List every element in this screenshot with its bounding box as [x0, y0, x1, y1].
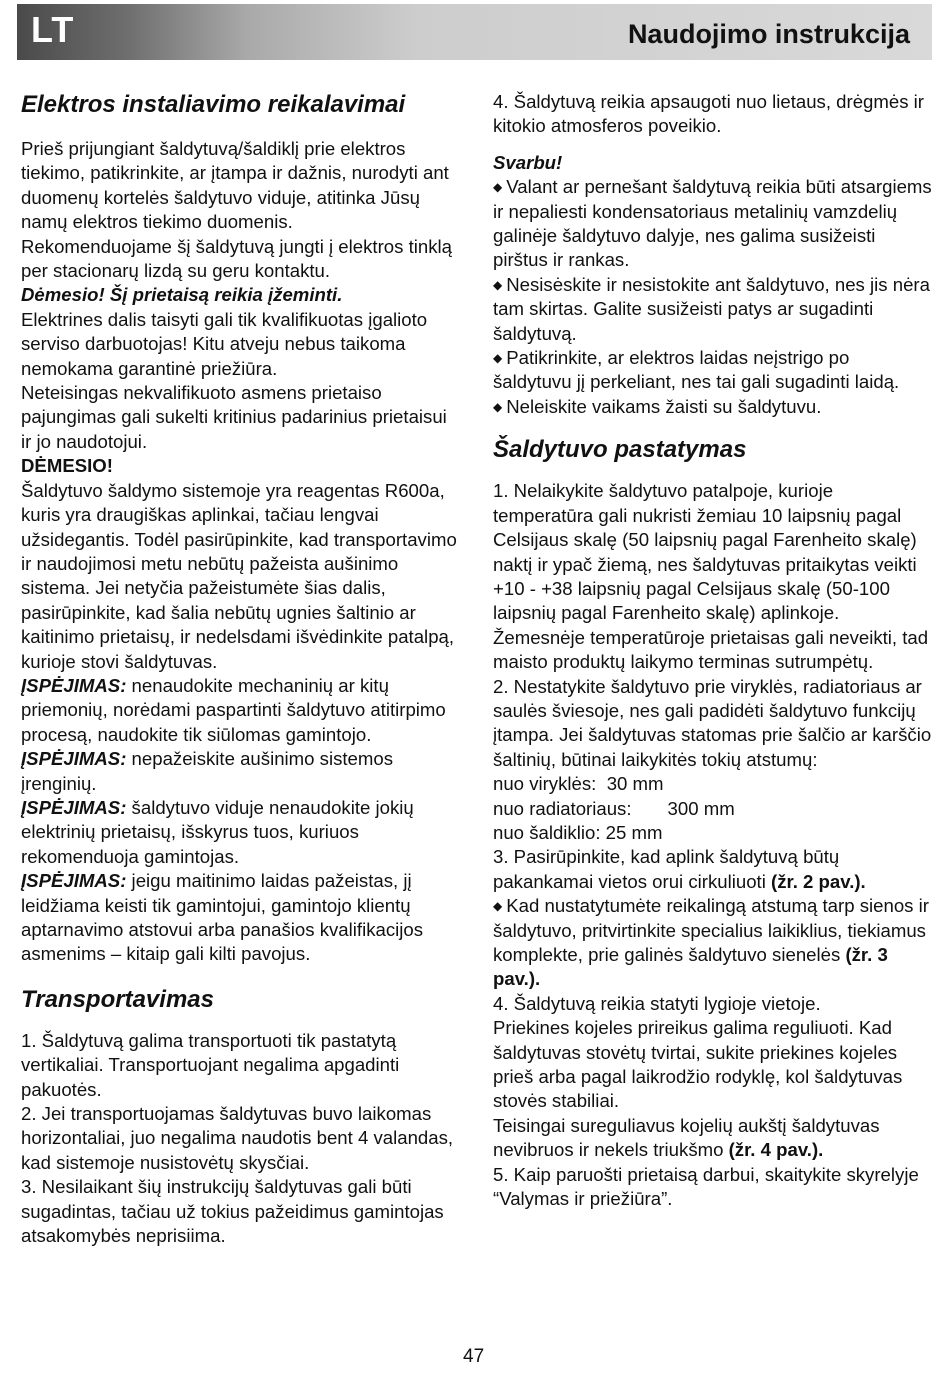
bullet-3	[493, 346, 933, 395]
distance-label: nuo šaldiklio:	[493, 821, 601, 843]
warning-2	[21, 747, 461, 796]
document-title: Naudojimo instrukcija	[627, 19, 910, 49]
diamond-bullet-icon: ◆	[493, 180, 503, 195]
electrical-para-4: Elektrines dalis taisyti gali tik kvalifikuotas įgalioto serviso darbuotojas! Kitu atveju nebus taikoma nemokama garantinė priežiūra.	[21, 308, 428, 379]
refrigerant-para: Šaldytuvo šaldymo sistemoje yra reagentas R600a, kuris yra draugiškas aplinkai, tačiau lengvai užsidegantis. Todėl pasirūpinkite, kad transportavimo ir naudojimosi metu nebūtų pažeista aušinimo sistema. Jei netyčia pažeistumėte šias dalis, pasirūpinkite, kad šalia nebūtų ugnies šaltinio ar kaitinimo prietaisų, ir nedelsdami išvėdinkite patalpą, kurioje stovi šaldytuvas.	[21, 479, 457, 672]
placement-4c	[493, 1114, 933, 1163]
distance-label: nuo viryklės:	[493, 773, 597, 795]
electrical-para-5: Neteisingas nekvalifikuoto asmens prietaiso pajungimas gali sukelti kritinius padarinius prietaisui ir jo naudotojui.	[21, 382, 447, 452]
warning-3	[21, 796, 461, 869]
placement-3	[493, 845, 933, 894]
diamond-bullet-icon: ◆	[493, 899, 503, 914]
important-label: Svarbu!	[493, 151, 563, 173]
page-number: 47	[463, 1346, 485, 1367]
warning-label: ĮSPĖJIMAS:	[21, 674, 127, 696]
diamond-bullet-icon: ◆	[493, 277, 503, 292]
heading-placement: Šaldytuvo pastatymas	[493, 436, 747, 464]
warning-1-text: nenaudokite mechaninių ar kitų priemonių, norėdami paspartinti šaldytuvo atitirpimo procesą, naudokite tik siūlomas gamintojo.	[21, 674, 446, 745]
warning-4-text: jeigu maitinimo laidas pažeistas, jį leidžiama keisti tik gamintojui, gamintojo klientų aptarnavimo atstovui arba panašios kvalifikacijos asmenims – kitaip gali kilti pavojus.	[21, 870, 424, 965]
attention-label: DĖMESIO!	[21, 455, 113, 477]
distance-label: nuo radiatoriaus:	[493, 797, 632, 819]
transport-3: 3. Nesilaikant šių instrukcijų šaldytuvas gali būti sugadintas, tačiau už tokius pažeidimus gamintojas atsakomybės neprisiima.	[21, 1176, 444, 1247]
bullet-1	[493, 175, 933, 273]
warning-label: ĮSPĖJIMAS:	[21, 870, 127, 892]
heading-transport: Transportavimas	[21, 985, 214, 1013]
electrical-para-1: Prieš prijungiant šaldytuvą/šaldiklį prie elektros tiekimo, patikrinkite, ar įtampa ir dažnis, nurodyti ant duomenų kortelės šaldytuvo viduje, atitinka Jūsų namų elektros tiekimo duomenis.	[21, 138, 449, 233]
protection-para: 4. Šaldytuvą reikia apsaugoti nuo lietaus, drėgmės ir kitokio atmosferos poveikio.	[493, 91, 924, 137]
grounding-warning: Dėmesio! Šį prietaisą reikia įžeminti.	[21, 284, 343, 306]
warning-3-text: šaldytuvo viduje nenaudokite jokių elektrinių prietaisų, išskyrus tuos, kuriuos rekomenduoja gamintojas.	[21, 796, 414, 867]
distance-value: 30 mm	[606, 773, 664, 795]
warning-label: ĮSPĖJIMAS:	[21, 748, 127, 770]
bullet-5-text: Kad nustatytumėte reikalingą atstumą tarp sienos ir šaldytuvo, pritvirtinkite specialius laikiklius, tiekiamus komplekte, prie galinės šaldytuvo sienelės	[493, 895, 929, 965]
warning-label: ĮSPĖJIMAS:	[21, 796, 127, 818]
placement-4c-text: Teisingai sureguliavus kojelių aukštį šaldytuvas nevibruos ir nekels triukšmo	[493, 1114, 880, 1161]
bullet-2-text: Nesisėskite ir nesistokite ant šaldytuvo, nes jis nėra tam skirtas. Galite susižeisti patys ar sugadinti šaldytuvą.	[493, 273, 930, 344]
figure-ref: (žr. 3 pav.).	[493, 944, 888, 990]
warning-4	[21, 869, 461, 967]
bullet-4	[493, 395, 933, 419]
bullet-3-text: Patikrinkite, ar elektros laidas neįstrigo po šaldytuvu jį perkeliant, nes tai gali sugadinti laidą.	[493, 347, 900, 393]
warning-1	[21, 674, 461, 747]
distance-freezer	[493, 821, 933, 845]
diamond-bullet-icon: ◆	[493, 351, 503, 366]
bullet-1-text: Valant ar pernešant šaldytuvą reikia būti atsargiems ir nepaliesti kondensatoriaus metalinių vamzdelių galinėje šaldytuvo dalyje, nes galima susižeisti pirštus ir rankas.	[493, 176, 932, 271]
heading-electrical: Elektros instaliavimo reikalavimai	[21, 91, 406, 118]
figure-ref: (žr. 2 pav.).	[771, 870, 866, 892]
distance-stove	[493, 772, 933, 796]
figure-ref: (žr. 4 pav.).	[728, 1139, 824, 1161]
warning-2-text: nepažeiskite aušinimo sistemos įrenginių.	[21, 748, 394, 794]
bullet-5	[493, 894, 933, 992]
bullet-4-text: Neleiskite vaikams žaisti su šaldytuvu.	[506, 395, 822, 417]
language-code: LT	[31, 9, 75, 50]
transport-1: 1. Šaldytuvą galima transportuoti tik pastatytą vertikaliai. Transportuojant negalima apgadinti pakuotės.	[21, 1029, 400, 1100]
placement-1: 1. Nelaikykite šaldytuvo patalpoje, kurioje temperatūra gali nukristi žemiau 10 laipsnių pagal Celsijaus skalę (50 laipsnių pagal Farenheito skalę) naktį ir ypač žiemą, nes šaldytuvas pritaikytas veikti +10 - +38 laipsnių pagal Celsijaus skalę (50-100 laipsnių pagal Farenheito skalę) aplinkoje. Žemesnėje temperatūroje prietaisas gali neveikti, tad maisto produktų laikymo terminas sutrumpėtų.	[493, 480, 929, 673]
right-column	[493, 90, 933, 1211]
placement-2: 2. Nestatykite šaldytuvo prie viryklės, radiatoriaus ar saulės šviesoje, nes gali padidėti šaldytuvo funkcijų įtampa. Jei šaldytuvas statomas prie šalčio ar karščio šaltinių, būtinai laikykitės tokių atstumų:	[493, 675, 932, 770]
page-header	[17, 4, 932, 60]
bullet-2	[493, 273, 933, 346]
distance-value: 300 mm	[667, 797, 735, 819]
placement-4a: 4. Šaldytuvą reikia statyti lygioje vietoje.	[493, 992, 821, 1014]
distance-value: 25 mm	[605, 821, 663, 843]
left-column	[21, 90, 461, 1248]
placement-5: 5. Kaip paruošti prietaisą darbui, skaitykite skyrelyje “Valymas ir priežiūra”.	[493, 1163, 919, 1210]
placement-3-text: 3. Pasirūpinkite, kad aplink šaldytuvą būtų pakankamai vietos orui cirkuliuoti	[493, 846, 840, 892]
distance-radiator	[493, 797, 933, 821]
electrical-para-2: Rekomenduojame šį šaldytuvą jungti į elektros tinklą per stacionarų lizdą su geru kontaktu.	[21, 235, 452, 282]
placement-4b: Priekines kojeles prireikus galima reguliuoti. Kad šaldytuvas stovėtų tvirtai, sukite priekines kojeles prieš arba pagal laikrodžio rodyklę, kol šaldytuvas stovės stabiliai.	[493, 1017, 903, 1112]
diamond-bullet-icon: ◆	[493, 399, 503, 414]
transport-2: 2. Jei transportuojamas šaldytuvas buvo laikomas horizontaliai, juo negalima naudotis bent 4 valandas, kad sistemoje nusistovėtų skysčiai.	[21, 1103, 454, 1173]
